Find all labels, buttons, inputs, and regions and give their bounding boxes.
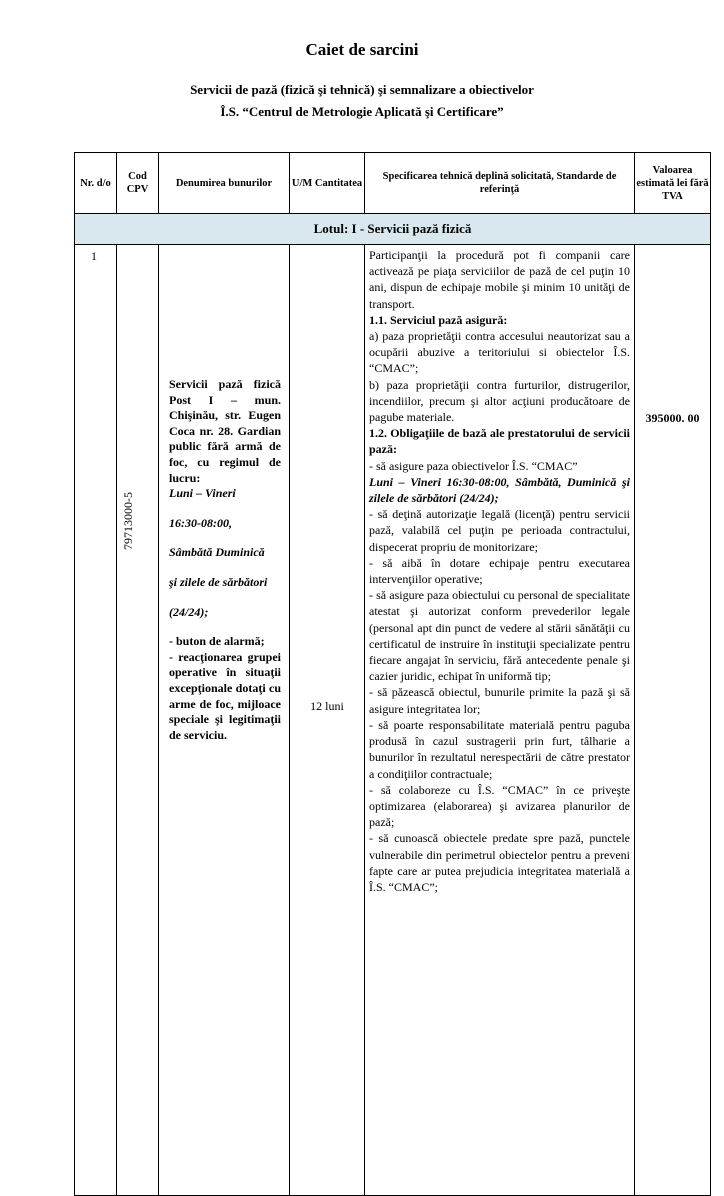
schedule-weekday-hours: 16:30-08:00, bbox=[169, 515, 232, 530]
schedule-weekend: Sâmbătă Duminică bbox=[169, 545, 265, 560]
header-value: Valoarea estimată lei fără TVA bbox=[635, 153, 711, 214]
service-name-main: Servicii pază fizică Post I – mun. Chişinău, str. Eugen Coca nr. 28. Gardian public fără armă de foc, cu regimul de lucru: bbox=[169, 377, 281, 485]
spec-obligation-3: - să aibă în dotare echipaje pentru executarea intervenţiilor operative; bbox=[369, 555, 630, 587]
spec-intro: Participanţii la procedură pot fi companii care activează pe piaţa serviciilor de pază de cel puţin 10 ani, dispun de echipaje mobile şi minim 10 unităţi de transport. bbox=[369, 248, 630, 311]
spec-obligation-7: - să colaboreze cu Î.S. “CMAC” în ce priveşte optimizarea (elaborarea) şi avizarea planurilor de pază; bbox=[369, 782, 630, 830]
header-um: U/M Cantitatea bbox=[290, 153, 365, 214]
header-spec: Specificarea tehnică deplină solicitată, Standarde de referinţă bbox=[365, 153, 635, 214]
schedule-weekend-hours: (24/24); bbox=[169, 604, 209, 619]
lot-title: Lotul: I - Servicii pază fizică bbox=[75, 214, 711, 245]
specification-table bbox=[74, 152, 711, 1196]
spec-obligation-2: - să deţină autorizaţie legală (licenţă) pentru servicii pază, valabilă cel puţin pe perioada contractului, dispecerat propriu de monitorizare; bbox=[369, 507, 630, 554]
document-title: Caiet de sarcini bbox=[305, 40, 419, 59]
document-organization: Î.S. “Centrul de Metrologie Aplicată şi Certificare” bbox=[220, 104, 504, 119]
spec-heading-1: 1.1. Serviciul pază asigură: bbox=[369, 312, 508, 327]
spec-item-a: a) paza proprietăţii contra accesului neautorizat sau a ocupării abuzive a teritoriului si obiectelor Î.S. “CMAC”; bbox=[369, 329, 630, 376]
header-nr: Nr. d/o bbox=[75, 153, 117, 214]
schedule-holidays: şi zilele de sărbători bbox=[169, 574, 268, 589]
specification-cell bbox=[365, 245, 635, 1196]
service-name-cell bbox=[159, 245, 290, 1196]
spec-obligation-8: - să cunoască obiectele predate spre pază, punctele vulnerabile din perimetrul obiectelor pentru a preveni fapte care ar putea prejudicia integritatea materială a Î.S. “CMAC”; bbox=[369, 831, 630, 894]
spec-heading-2: 1.2. Obligaţiile de bază ale prestatorului de servicii pază: bbox=[369, 426, 630, 457]
spec-obligation-1-schedule: Luni – Vineri 16:30-08:00, Sâmbătă, Duminică şi zilele de sărbători (24/24); bbox=[369, 474, 630, 506]
operative-group-item: - reacţionarea grupei operative în situaţii excepţionale dotaţi cu arme de foc, mijloace speciale şi legitimaţii de serviciu. bbox=[169, 649, 281, 742]
alarm-button-item: - buton de alarmă; bbox=[169, 634, 265, 649]
table-header-row bbox=[75, 153, 711, 214]
header-cpv: Cod CPV bbox=[117, 153, 159, 214]
row-number: 1 bbox=[75, 245, 117, 1196]
unit-quantity-cell bbox=[290, 245, 365, 1196]
spec-obligation-1: - să asigure paza obiectivelor Î.S. “CMAC” bbox=[369, 458, 578, 473]
table-row bbox=[75, 245, 711, 1196]
lot-row bbox=[75, 214, 711, 245]
spec-obligation-5: - să păzească obiectul, bunurile primite la pază şi să asigure integritatea lor; bbox=[369, 685, 630, 716]
document-subtitle: Servicii de pază (fizică şi tehnică) şi semnalizare a obiectivelor bbox=[190, 82, 534, 97]
header-name: Denumirea bunurilor bbox=[159, 153, 290, 214]
spec-item-b: b) paza proprietăţii contra furturilor, distrugerilor, incendiilor, precum şi altor acţiuni producătoare de pagube materiale. bbox=[369, 377, 630, 425]
spec-obligation-6: - să poarte responsabilitate materială pentru paguba produsă în cazul sustragerii prin furt, tâlharie a bunurilor în rezultatul nerespectării de către prestator a condiţiilor contractuale; bbox=[369, 717, 630, 781]
estimated-value: 395000. 00 bbox=[635, 245, 711, 1196]
spec-obligation-4: - să asigure paza obiectului cu personal de specialitate atestat şi autorizat conform prevederilor legale (personal apt din punct de vedere al stării sănătăţii cu certificatul de instruire în instituţii specializate pentru fiecare angajat în serviciu, fără antecedente penale şi cazier juridic, echipat în uniformă tip; bbox=[369, 588, 630, 684]
cpv-code: 79713000-5 bbox=[121, 492, 135, 550]
cpv-cell bbox=[117, 245, 159, 1196]
unit-quantity: 12 luni bbox=[310, 698, 344, 713]
schedule-weekdays: Luni – Vineri bbox=[169, 486, 236, 501]
